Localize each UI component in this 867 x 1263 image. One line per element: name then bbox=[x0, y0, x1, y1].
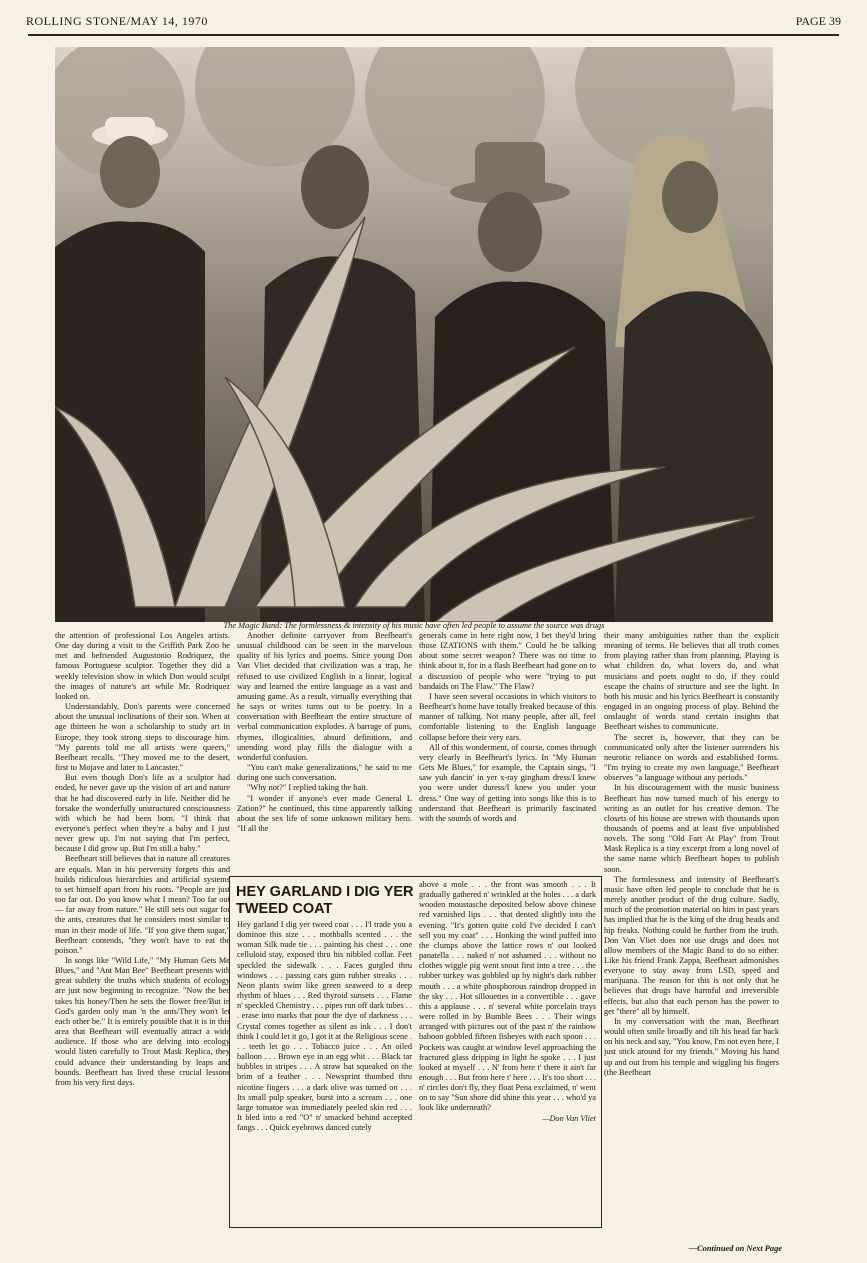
poem-text: Hey garland I dig yer tweed coat . . . I'l trade you a dominoe this size . . . mothballs scented . . . the woman Silk nude tie . . . painting his chest . . . one celluloid stay, exposed thru his nibbled collar. Feet speckled the sidewalk . . . Faces gurgled thru windows . . . passing cars gum rubber streaks . . . Neon plants swim like green seaweed to a deep rhythm of blues . . . Red thyroid sunsets . . . Flame n' speckled Chemistry . . . pipes run off dark tubes . . . erase into marks that pour the dye of darkness . . . Crystal comes together as silent as ink . . . I don't think I could let it go, I got it at the Religious scene . . . teeth let go . . . Tobacco juice . . . An oiled balloon . . . Brown eye in an egg whit . . . Black tar bubbles in stripes . . . A straw hat squeaked on the brim of a feather . . . Newsprint thumbed thru nicotine fingers . . . a dark olive was turned on . . . Its small pulp speaker, burst into a scream . . . one large tomatoe was immediately peeled skin red . . . It bled into a red "O" n' smacked behind accepted fangs . . . Quick eyebrows danced cutely bbox=[237, 920, 412, 1133]
poem-column-2 bbox=[419, 880, 596, 1220]
paragraph: In my conversation with the man, Beefheart would often smile broadly and tilt his head far back on his neck and say, "You know, I'm not even here, I just stick around for my friends." Moving his hand up and out from his temple and wiggling his fingers (the Beefheart bbox=[604, 1016, 779, 1077]
article-column-3 bbox=[419, 631, 596, 869]
masthead bbox=[26, 12, 841, 32]
paragraph: The secret is, however, that they can be communicated only after the listener surrenders his neurotic reliance on words and established forms. "I'm trying to create my own language," Beefheart observes "a language without any periods." bbox=[604, 732, 779, 783]
paragraph: In songs like "Wild Life," "My Human Gets Me Blues," and "Ant Man Bee" Beefheart presents with great subtlety the truths which students of ecology are just now beginning to recognize. "Now the bee takes his honey/Then he sets the flower free/But in God's garden only man 'n the ants/They won't let each other be." It is entirely possible that it is in this area that Beefheart will eventually attract a wide audience. If those who are delving into ecology would listen carefully to Trout Mask Replica, they could advance their understanding by leaps and bounds. Beefheart has lived these crucial lessons from his very first days. bbox=[55, 956, 230, 1087]
paragraph: their many ambiguities rather than the explicit meaning of terms. He believes that all truth comes from playing rather than from planning. Playing is what children do, what lovers do, and what musicians and poets ought to do, if they could escape the chains of structure and see the light. In both his music and his lyrics Beefheart is constantly engaged in an ongoing process of play. Behind the onslaught of words stand certain insights that Beefheart wishes to communicate. bbox=[604, 631, 779, 732]
article-column-4 bbox=[604, 631, 779, 1263]
poem-title: HEY GARLAND I DIG YER TWEED COAT bbox=[236, 884, 414, 917]
band-photo bbox=[55, 47, 773, 622]
article-column-1 bbox=[55, 631, 230, 1241]
poem-signature: —Don Van Vliet bbox=[542, 1113, 596, 1123]
poem-text: above a mole . . . the front was smooth . . . It gradually gathered n' wrinkled at the holes . . . a dark wooden moustasche deposited below above chinese red varnished lips . . . that dented slightly into the evening. "It's gotten quite cold I've decided I can't sell you my coat" . . . Honking the wind puffed into the clumps above the lattice rows n' out looked panatella . . . naked n' not ashamed . . . without no clothes wiggle pig went snout first into a tree . . . the rubber turkey was gobbled up by night's dark rubber mouth . . . a white phosphorous raindrop dropped in the sky . . . Hot sillouettes in a convertible . . . gave this a applause . . . n' several white porcelain trays were rolled in by Bumble Bees . . . Their wings arranged with pictures out of the past n' the rainbow baboon gobbled fifteen fisheyes with each spoon . . . Pockets was caught at window level approaching the fractured glass dripping in light he spoke . . . I just looked at myself . . . N' from here t' there it ain't far enough . . . But from here t' here . . . It's too short . . . n' circles don't fly, they float Pena exclaimed, n' went on to say "Sun shore did shine this year . . . who'd ya look like underneath? bbox=[419, 880, 596, 1113]
paragraph: Another definite carryover from Beefheart's unusual childhood can be seen in the marvelous quality of his lyrics and poems. Since young Don Van Vliet decided that civilization was a trap, he refused to use civilized English in a linear, logical way and learned the entire language as a vast and amusing game. As a result, virtually everything that he says or writes turns out to be poetry. In a conversation with Beefheart the entire structure of verbal communication explodes. A barrage of puns, rhymes, illogicalities, absurd definitions, and unending word play fills the dialogue with a wonderful confusion. bbox=[237, 631, 412, 762]
continued-note: —Continued on Next Page bbox=[688, 1244, 782, 1253]
page-number: PAGE 39 bbox=[795, 14, 841, 28]
paragraph: "You can't make generalizations," he said to me during one such conversation. bbox=[237, 763, 412, 783]
paragraph: Beefheart still believes that in nature all creatures are equals. Man in his perversity forgets this and builds ridiculous hierarchies and artificial systems to set himself apart from his roots. "People are just too far out. Do you know what I mean? Too far out — far away from nature." He still sets out sugar for the ants, creatures that he considers most similar to man in their mode of life. "If you give them sugar," Beefheart contends, "they won't have to eat the poison." bbox=[55, 854, 230, 955]
article-column-2 bbox=[237, 631, 412, 871]
photo-caption: The Magic Band: The formlessness & intensity of his music have often led people to assume the source was drugs bbox=[223, 621, 605, 630]
band-photo-illustration bbox=[55, 47, 773, 622]
paragraph: "I wonder if anyone's ever made General L Zation?" he continued, this time apparently talking about the sex life of some unknown military hero. "If all the bbox=[237, 793, 412, 833]
paragraph: But even though Don's life as a sculptor had ended, he never gave up the vision of art and nature that he had discovered early in life. Neither did he forsake the wonderfully unstructured consciousness with which he had been born. "I think that everyone's perfect when they're a baby and I just never grew up. I'm not saying that I'm perfect, because I did grow up. But I'm still a baby." bbox=[55, 773, 230, 854]
masthead-rule bbox=[28, 34, 839, 36]
paragraph: Understandably, Don's parents were concerned about the unusual inclinations of their son. When at age thirteen he won a scholarship to study art in Europe, they took strong steps to discourage him. "My parents told me all artists were queers," Beefheart recalls. "They moved me to the desert, first to Mojave and later to Lancaster." bbox=[55, 702, 230, 773]
paragraph: generals came in here right now, I bet they'd bring those IZATIONS with them." Could he be talking about some secret weapon? There was no time to think about it, for in a flash Beefheart had gone on to a discussion of people who were "trying to put bandaids on The Flaw." The Flaw? bbox=[419, 631, 596, 691]
paragraph: "Why not?" I replied taking the bait. bbox=[247, 783, 368, 793]
poem-column-1 bbox=[237, 920, 412, 1220]
masthead-publication: ROLLING STONE/MAY 14, 1970 bbox=[26, 14, 208, 28]
paragraph: I have seen several occasions in which visitors to Beefheart's home have totally freaked because of this manner of talking. Not many people, after all, feel comfortable listening to the English language collapse before their very ears. bbox=[419, 691, 596, 742]
paragraph: the attention of professional Los Angeles artists. One day during a visit to the Griffith Park Zoo he met and befriended Augustonio Rodriquez, the famous Portuguese sculptor. Together they did a weekly television show in which Don would sculpt the images of nature's art while Mr. Rodriquez looked on. bbox=[55, 631, 230, 701]
paragraph: In his discouragement with the music business Beefheart has now turned much of his energy to writing as an outlet for his creative demon. The closets of his house are strewn with thousands upon thousands of poems and at least five unpublished novels. The song "Old Fart At Play" from Trout Mask Replica is a tiny excerpt from a long novel of the same name which Beefheart hopes to publish soon. bbox=[604, 783, 779, 874]
paragraph: The formlessness and intensity of Beefheart's music have often led people to conclude that he is merely another product of the drug culture. Sadly, much of the promotion material on him in past years has implied that he is the king of the drug heads and hip freaks. Nothing could be further from the truth. Don Van Vliet does not use drugs and does not allow members of the Magic Band to do so either. Like his friend Frank Zappa, Beefheart admonishes everyone to stay away from LSD, speed and marijuana. The reason for this is not only that he believes that drugs have harmful and irreversible effects, but also that each person has the power to get "there" all by himself. bbox=[604, 874, 779, 1016]
paragraph: All of this wonderment, of course, comes through very clearly in Beefheart's lyrics. In "My Human Gets Me Blues," for example, the Captain sings, "I saw yuh dancin' in yer x-ray gingham dress/I knew you were under duress/I knew you under your dress." One way of getting into songs like this is to understand that Beefheart is primarily fascinated with the sounds of words and bbox=[419, 742, 596, 823]
